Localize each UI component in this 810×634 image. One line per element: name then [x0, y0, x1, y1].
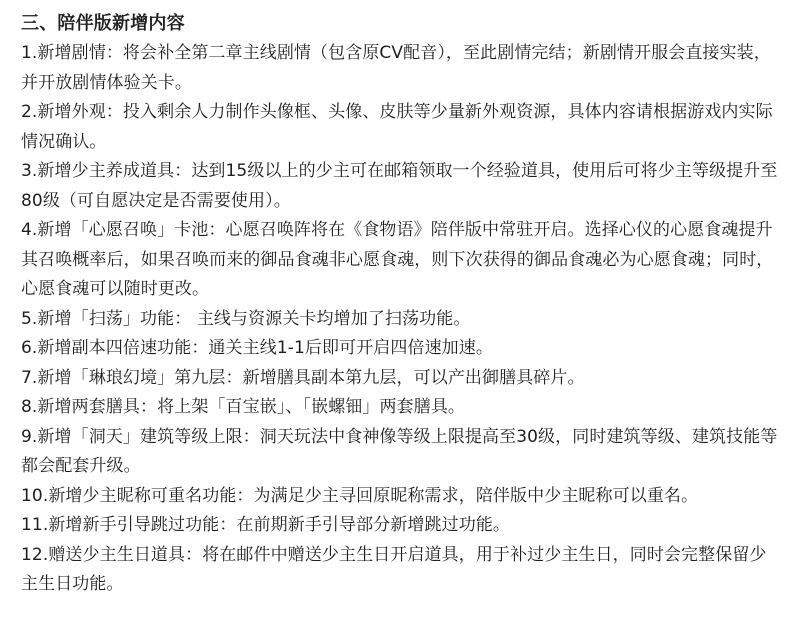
- list-item-11: 11.新增新手引导跳过功能：在前期新手引导部分新增跳过功能。: [21, 515, 511, 535]
- list-item-10: 10.新增少主昵称可重名功能：为满足少主寻回原昵称需求，陪伴版中少主昵称可以重名。: [21, 485, 699, 506]
- list-item-4: 4.新增「心愿召唤」卡池：心愿召唤阵将在《食物语》陪伴版中常驻开启。选择心仪的心愿食魂提升其召唤概率后，如果召唤而来的御品食魂非心愿食魂，则下次获得的御品食魂必为心愿食魂；同时，心愿食魂可以随时更改。: [21, 220, 774, 299]
- list-item-7: 7.新增「琳琅幻境」第九层：新增膳具副本第九层，可以产出御膳具碎片。: [21, 367, 585, 388]
- list-item-3: 3.新增少主养成道具：达到15级以上的少主可在邮箱领取一个经验道具，使用后可将少主等级提升至80级（可自愿决定是否需要使用）。: [21, 161, 778, 211]
- list-item-6: 6.新增副本四倍速功能：通关主线1-1后即可开启四倍速加速。: [21, 338, 493, 358]
- list-item-2: 2.新增外观：投入剩余人力制作头像框、头像、皮肤等少量新外观资源，具体内容请根据游戏内实际情况确认。: [21, 102, 773, 152]
- section-heading: 三、陪伴版新增内容: [21, 13, 185, 34]
- list-item-9: 9.新增「洞天」建筑等级上限：洞天玩法中食神像等级上限提高至30级，同时建筑等级、建筑技能等都会配套升级。: [21, 426, 778, 476]
- list-item-5: 5.新增「扫荡」功能： 主线与资源关卡均增加了扫荡功能。: [21, 308, 471, 329]
- list-item-12: 12.赠送少主生日道具：将在邮件中赠送少主生日开启道具，用于补过少主生日，同时会完整保留少主生日功能。: [21, 544, 767, 594]
- list-item-8: 8.新增两套膳具：将上架「百宝嵌」、「嵌螺钿」两套膳具。: [21, 397, 466, 417]
- list-item-1: 1.新增剧情：将会补全第二章主线剧情（包含原CV配音），至此剧情完结；新剧情开服会直接实装，并开放剧情体验关卡。: [21, 43, 771, 93]
